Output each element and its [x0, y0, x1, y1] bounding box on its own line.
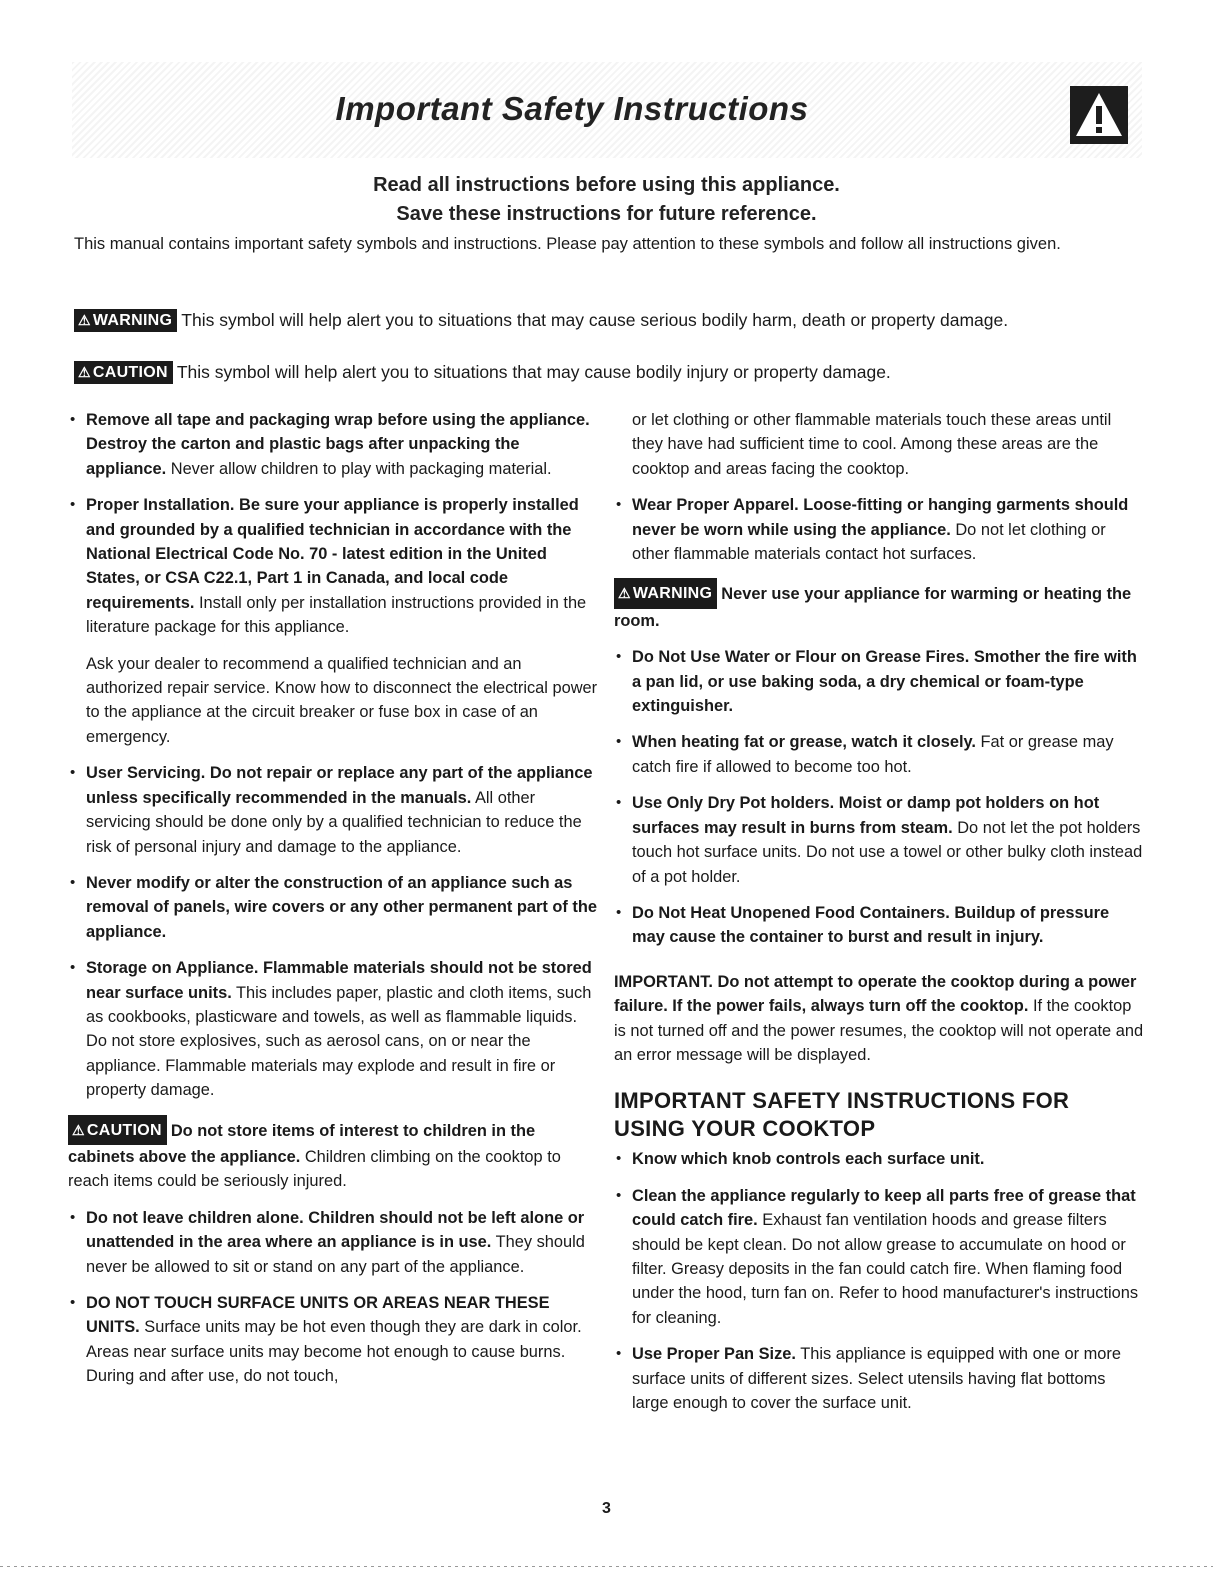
caution-symbol-line [74, 361, 1154, 384]
list-item-paragraph: Ask your dealer to recommend a qualified technician and an authorized repair service. Know how to disconnect the electrical power to the appliance at the circuit breaker or fuse box in case of an emergency. [86, 654, 598, 746]
caution-symbol-text: This symbol will help alert you to situations that may cause bodily injury or property damage. [176, 362, 891, 382]
warning-triangle-icon: ⚠ [78, 364, 91, 380]
left-column [68, 408, 598, 1401]
list-item: • When heating fat or grease, watch it closely. Fat or grease may catch fire if allowed to become too hot. [614, 730, 1144, 779]
page-title: Important Safety Instructions [335, 90, 809, 127]
section-heading: IMPORTANT SAFETY INSTRUCTIONS FOR USING YOUR COOKTOP [614, 1088, 1070, 1142]
warning-notice: ⚠ WARNING Never use your appliance for warming or heating the room. [614, 578, 1144, 633]
warning-exclamation-icon [1070, 86, 1128, 144]
subtitle-read: Read all instructions before using this appliance. [373, 174, 840, 196]
warning-triangle-icon: ⚠ [78, 312, 91, 328]
page-number: 3 [602, 1500, 611, 1517]
list-item: • Know which knob controls each surface unit. [614, 1147, 1144, 1171]
warning-symbol-text: This symbol will help alert you to situations that may cause serious bodily harm, death or property damage. [181, 310, 1009, 330]
list-item: • Proper Installation. Be sure your appliance is properly installed and grounded by a qualified technician in accordance with the National Electrical Code No. 70 - latest edition in the United States, or CSA C22.1, Part 1 in Canada, and local code requirements. Install only per installation instructions provided in the literature package for this appliance. [68, 493, 598, 639]
caution-notice: ⚠ CAUTION Do not store items of interest to children in the cabinets above the appliance. Children climbing on the cooktop to reach items could be seriously injured. [68, 1115, 598, 1194]
caution-tag [74, 361, 173, 384]
warning-triangle-icon: ⚠ [618, 585, 631, 602]
warning-symbol-line [74, 309, 1154, 332]
list-item: • Do Not Heat Unopened Food Containers. Buildup of pressure may cause the container to burst and result in injury. [614, 901, 1144, 950]
list-item: • Storage on Appliance. Flammable materials should not be stored near surface units. This includes paper, plastic and cloth items, such as cookbooks, plasticware and towels, as well as flammable liquids. Do not store explosives, such as aerosol cans, on or near the appliance. Flammable materials may explode and result in fire or property damage. [68, 956, 598, 1102]
list-item: • Do not leave children alone. Children should not be left alone or unattended in the area where an appliance is in use. They should never be allowed to sit or stand on any part of the appliance. [68, 1206, 598, 1279]
caution-tag: ⚠ CAUTION [68, 1115, 167, 1145]
right-column [614, 408, 1144, 1427]
title-banner [72, 62, 1142, 158]
list-item: • DO NOT TOUCH SURFACE UNITS OR AREAS NEAR THESE UNITS. Surface units may be hot even though they are dark in color. Areas near surface units may become hot enough to cause burns. During and after use, do not touch, [68, 1291, 598, 1389]
intro-text: This manual contains important safety symbols and instructions. Please pay attention to these symbols and follow all instructions given. [74, 235, 1061, 253]
list-item: • Never modify or alter the construction of an appliance such as removal of panels, wire covers or any other permanent part of the appliance. [68, 871, 598, 944]
list-item: • Clean the appliance regularly to keep all parts free of grease that could catch fire. Exhaust fan ventilation hoods and grease filters should be kept clean. Do not allow grease to accumulate on hood or filter. Greasy deposits in the fan could catch fire. When flaming food under the hood, turn fan on. Refer to hood manufacturer's instructions for cleaning. [614, 1184, 1144, 1330]
list-item: • Use Proper Pan Size. This appliance is equipped with one or more surface units of different sizes. Select utensils having flat bottoms large enough to cover the surface unit. [614, 1342, 1144, 1415]
caution-tag-label: CAUTION [92, 364, 168, 381]
list-item: • Use Only Dry Pot holders. Moist or damp pot holders on hot surfaces may result in burns from steam. Do not let the pot holders touch hot surface units. Do not use a towel or other bulky cloth instead of a pot holder. [614, 791, 1144, 889]
important-notice: IMPORTANT. Do not attempt to operate the cooktop during a power failure. If the power fails, always turn off the cooktop. If the cooktop is not turned off and the power resumes, the cooktop will not operate and an error message will be displayed. [614, 972, 1144, 1064]
warning-tag: ⚠ WARNING [614, 578, 717, 608]
list-item: • User Servicing. Do not repair or replace any part of the appliance unless specifically recommended in the manuals. All other servicing should be done only by a qualified technician to reduce the risk of personal injury and damage to the appliance. [68, 761, 598, 859]
warning-triangle-icon: ⚠ [72, 1121, 85, 1138]
warning-tag-label: WARNING [92, 312, 173, 329]
list-item: • Remove all tape and packaging wrap before using the appliance. Destroy the carton and plastic bags after unpacking the appliance. Never allow children to play with packaging material. [68, 408, 598, 481]
subtitle-save: Save these instructions for future reference. [396, 203, 817, 225]
list-item: • Wear Proper Apparel. Loose-fitting or hanging garments should never be worn while using the appliance. Do not let clothing or other flammable materials contact hot surfaces. [614, 493, 1144, 566]
list-item-continued: or let clothing or other flammable materials touch these areas until they have had sufficient time to cool. Among these areas are the cooktop and areas facing the cooktop. [632, 411, 1112, 478]
bottom-divider [0, 1566, 1213, 1567]
warning-tag [74, 309, 177, 332]
list-item: • Do Not Use Water or Flour on Grease Fires. Smother the fire with a pan lid, or use baking soda, a dry chemical or foam-type extinguisher. [614, 645, 1144, 718]
